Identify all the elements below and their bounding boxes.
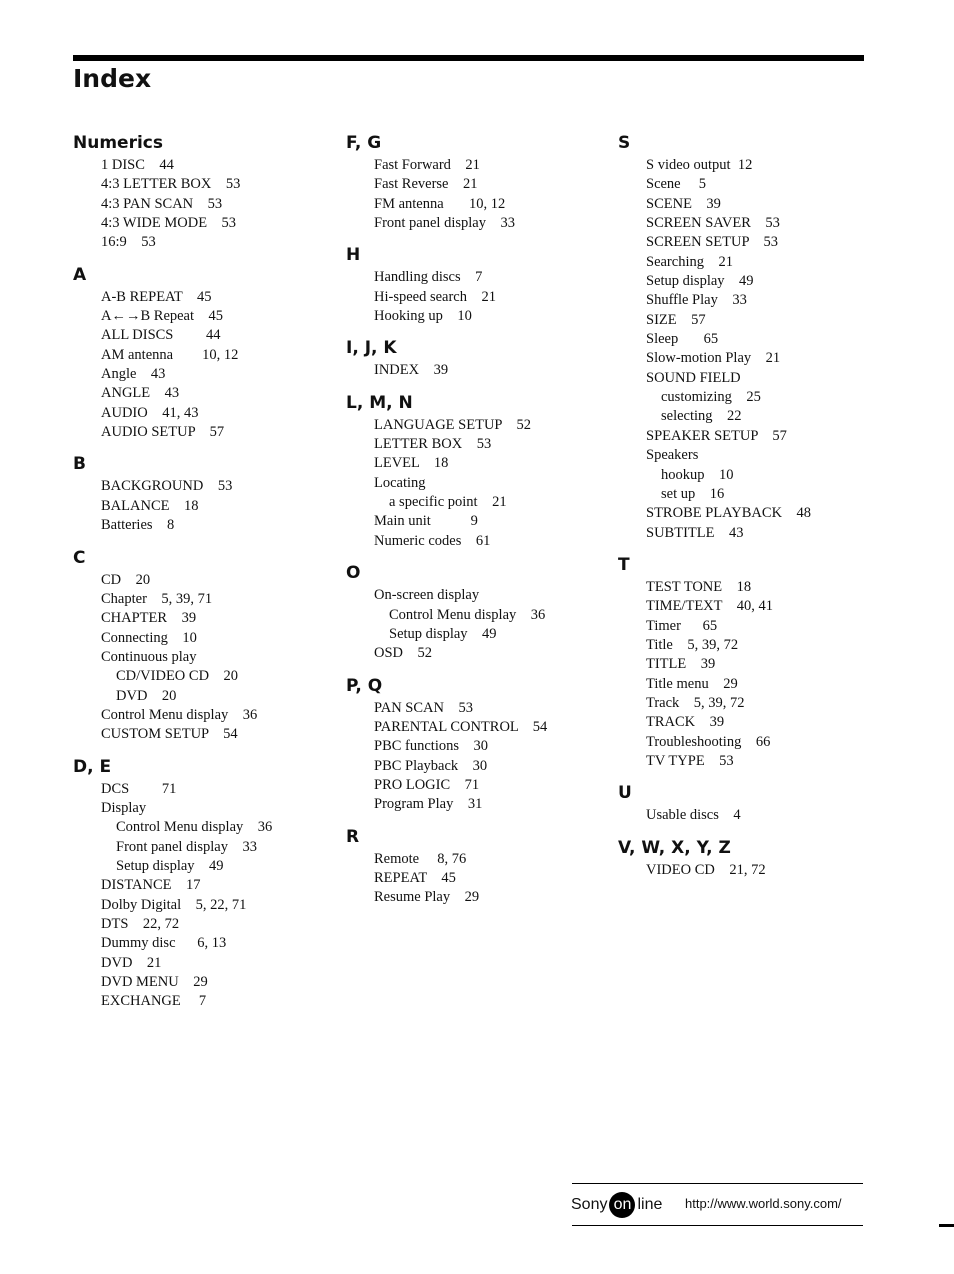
index-entry: A←→B Repeat 45 <box>101 308 224 325</box>
index-entry: 16:9 53 <box>101 234 156 251</box>
index-entry: VIDEO CD 21, 72 <box>646 861 766 878</box>
section-heading: B <box>73 454 86 475</box>
section-heading: H <box>346 245 361 266</box>
index-entry: OSD 52 <box>374 645 433 662</box>
footer-rule-bottom <box>572 1225 863 1226</box>
index-entry: DISTANCE 17 <box>101 877 201 894</box>
index-column-1 <box>73 130 333 1021</box>
index-entry: Front panel display 33 <box>374 215 515 232</box>
index-section <box>346 390 606 551</box>
index-entry: Title 5, 39, 72 <box>646 636 739 653</box>
index-entry: SCENE 39 <box>646 195 721 212</box>
index-entry: SCREEN SAVER 53 <box>646 215 780 232</box>
index-entry: INDEX 39 <box>374 362 449 379</box>
footer-url[interactable]: http://www.world.sony.com/ <box>685 1196 842 1211</box>
index-entry: Scene 5 <box>646 176 706 193</box>
index-entry: A-B REPEAT 45 <box>101 288 212 305</box>
section-heading: Numerics <box>73 133 163 153</box>
index-section <box>73 754 333 1012</box>
section-heading: O <box>346 563 361 584</box>
section-heading: T <box>618 554 630 575</box>
index-entry: Program Play 31 <box>374 796 483 813</box>
index-entry: Hooking up 10 <box>374 308 472 325</box>
index-entry: Setup display 49 <box>389 625 497 642</box>
index-entry: TITLE 39 <box>646 656 716 673</box>
index-entry: 4:3 PAN SCAN 53 <box>101 195 223 212</box>
index-entry: SCREEN SETUP 53 <box>646 234 778 251</box>
index-section <box>346 335 606 380</box>
index-entry: PBC Playback 30 <box>374 757 488 774</box>
index-section <box>618 552 878 771</box>
index-entry: Troubleshooting 66 <box>646 733 771 750</box>
index-entry: Chapter 5, 39, 71 <box>101 590 213 607</box>
index-entry: EXCHANGE 7 <box>101 993 207 1010</box>
footer-rule-top <box>572 1183 863 1184</box>
index-entry: ALL DISCS 44 <box>101 327 221 344</box>
index-entry: Fast Reverse 21 <box>374 176 478 193</box>
index-entry: PRO LOGIC 71 <box>374 776 480 793</box>
index-entry: SOUND FIELD <box>646 369 741 386</box>
index-entry: CD 20 <box>101 571 151 588</box>
index-entry: BALANCE 18 <box>101 497 199 514</box>
sony-online-logo <box>571 1192 662 1218</box>
index-entry: TRACK 39 <box>646 714 725 731</box>
index-entry: DVD MENU 29 <box>101 974 208 991</box>
index-entry: 1 DISC 44 <box>101 157 174 173</box>
section-heading: L, M, N <box>346 392 413 413</box>
index-entry: DVD 21 <box>101 954 162 971</box>
index-section <box>346 242 606 326</box>
index-entry: Connecting 10 <box>101 629 197 646</box>
index-entry: Batteries 8 <box>101 517 175 534</box>
index-entry: TEST TONE 18 <box>646 578 752 595</box>
index-entry: Handling discs 7 <box>374 269 483 286</box>
edge-mark <box>939 1224 954 1227</box>
index-entry: Control Menu display 36 <box>116 819 273 836</box>
index-section <box>618 780 878 825</box>
index-entry: Setup display 49 <box>116 857 224 874</box>
section-heading: C <box>73 547 86 568</box>
index-section <box>346 673 606 815</box>
index-entry: Control Menu display 36 <box>101 706 258 723</box>
section-heading: U <box>618 783 632 804</box>
index-section <box>73 130 333 253</box>
index-section <box>73 262 333 443</box>
index-entry: DCS 71 <box>101 780 177 797</box>
index-entry: 4:3 LETTER BOX 53 <box>101 176 241 193</box>
index-entry: hookup 10 <box>661 466 734 483</box>
section-heading: P, Q <box>346 675 383 696</box>
index-entry: Continuous play <box>101 648 197 665</box>
index-entry: DTS 22, 72 <box>101 916 180 932</box>
index-entry: CHAPTER 39 <box>101 610 197 627</box>
index-entry: AUDIO SETUP 57 <box>101 424 225 441</box>
section-heading: I, J, K <box>346 338 397 359</box>
index-entry: Dummy disc 6, 13 <box>101 935 227 952</box>
top-rule <box>73 55 864 61</box>
index-entry: AM antenna 10, 12 <box>101 346 239 363</box>
logo-sony: Sony <box>571 1196 608 1213</box>
index-entry: Main unit 9 <box>374 513 478 530</box>
section-heading: S <box>618 133 631 153</box>
index-entry: CUSTOM SETUP 54 <box>101 726 238 743</box>
index-entry: SIZE 57 <box>646 311 706 328</box>
index-section <box>346 824 606 908</box>
index-entry: Control Menu display 36 <box>389 606 546 623</box>
index-entry: Front panel display 33 <box>116 838 257 855</box>
section-heading: R <box>346 826 360 847</box>
index-entry: Title menu 29 <box>646 675 738 692</box>
index-entry: Remote 8, 76 <box>374 850 467 867</box>
index-entry: Track 5, 39, 72 <box>646 694 745 711</box>
index-section <box>73 451 333 535</box>
index-entry: Resume Play 29 <box>374 889 480 906</box>
index-entry: customizing 25 <box>661 389 761 406</box>
index-entry: SPEAKER SETUP 57 <box>646 427 787 444</box>
index-entry: AUDIO 41, 43 <box>101 404 199 421</box>
index-entry: FM antenna 10, 12 <box>374 195 506 212</box>
index-entry: Usable discs 4 <box>646 807 741 824</box>
index-entry: Speakers <box>646 447 699 464</box>
index-entry: Numeric codes 61 <box>374 532 491 549</box>
index-entry: Hi-speed search 21 <box>374 288 496 305</box>
index-entry: CD/VIDEO CD 20 <box>116 668 239 685</box>
index-column-3 <box>618 130 878 889</box>
index-entry: Searching 21 <box>646 253 733 270</box>
index-entry: Timer 65 <box>646 617 718 634</box>
index-entry: STROBE PLAYBACK 48 <box>646 505 812 522</box>
index-entry: LEVEL 18 <box>374 455 449 472</box>
index-entry: Locating <box>374 474 426 491</box>
index-entry: Display <box>101 799 147 816</box>
index-entry: 4:3 WIDE MODE 53 <box>101 215 237 232</box>
index-entry: Shuffle Play 33 <box>646 292 747 309</box>
index-entry: PAN SCAN 53 <box>374 699 473 716</box>
index-entry: Sleep 65 <box>646 331 719 348</box>
index-entry: REPEAT 45 <box>374 869 456 886</box>
index-section <box>618 835 878 880</box>
index-entry: TIME/TEXT 40, 41 <box>646 598 773 615</box>
index-entry: BACKGROUND 53 <box>101 478 233 495</box>
index-entry: SUBTITLE 43 <box>646 524 744 541</box>
index-entry: LANGUAGE SETUP 52 <box>374 416 531 433</box>
section-heading: V, W, X, Y, Z <box>618 837 731 858</box>
index-entry: TV TYPE 53 <box>646 752 734 769</box>
index-entry: Angle 43 <box>101 366 166 383</box>
index-entry: On-screen display <box>374 587 480 604</box>
index-entry: Setup display 49 <box>646 273 754 290</box>
index-entry: DVD 20 <box>116 687 177 704</box>
section-heading: D, E <box>73 756 112 777</box>
index-section <box>618 130 878 543</box>
index-entry: selecting 22 <box>661 408 742 425</box>
logo-on: on <box>609 1192 635 1218</box>
index-entry: Dolby Digital 5, 22, 71 <box>101 896 247 913</box>
index-section <box>346 130 606 233</box>
index-entry: a specific point 21 <box>389 494 507 511</box>
index-entry: LETTER BOX 53 <box>374 436 492 453</box>
index-entry: S video output 12 <box>646 157 753 173</box>
index-column-2 <box>346 130 606 917</box>
index-entry: set up 16 <box>661 485 725 502</box>
page-title: Index <box>73 64 152 93</box>
section-heading: F, G <box>346 133 382 153</box>
section-heading: A <box>73 264 87 285</box>
logo-line: line <box>637 1196 663 1213</box>
index-section <box>346 560 606 663</box>
index-entry: PBC functions 30 <box>374 738 488 755</box>
index-entry: PARENTAL CONTROL 54 <box>374 718 548 735</box>
index-entry: ANGLE 43 <box>101 385 180 402</box>
index-entry: Fast Forward 21 <box>374 157 480 173</box>
index-entry: Slow-motion Play 21 <box>646 350 781 367</box>
index-section <box>73 545 333 745</box>
